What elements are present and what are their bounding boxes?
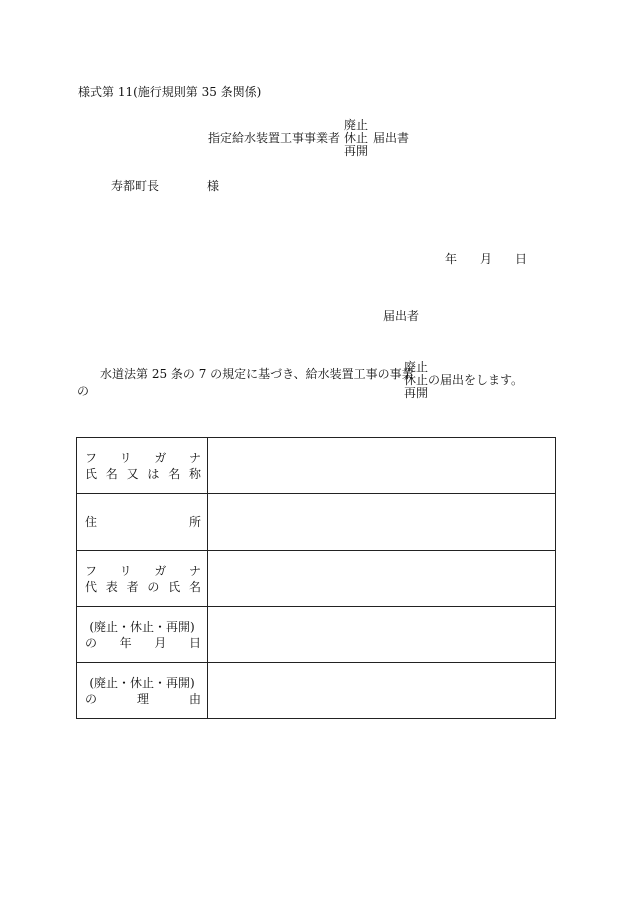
furigana-label: フ リ ガ ナ bbox=[85, 563, 201, 578]
table-row bbox=[77, 607, 556, 663]
status-options-label: (廃止・休止・再開) bbox=[89, 675, 195, 690]
body-options bbox=[404, 361, 523, 400]
table-row bbox=[77, 551, 556, 607]
value-cell-reason[interactable] bbox=[208, 663, 556, 719]
title-option-haishi: 廃止 bbox=[344, 118, 369, 132]
table-row bbox=[77, 663, 556, 719]
value-cell-name[interactable] bbox=[208, 438, 556, 494]
value-cell-representative[interactable] bbox=[208, 551, 556, 607]
label-cell-representative bbox=[77, 551, 208, 607]
notification-table bbox=[76, 437, 556, 719]
value-cell-address[interactable] bbox=[208, 494, 556, 551]
name-label: 氏 名 又 は 名 称 bbox=[85, 466, 201, 481]
title-options bbox=[344, 119, 368, 158]
addressee-name: 寿都町長 bbox=[111, 179, 160, 193]
date-year: 年 bbox=[445, 252, 458, 266]
title-prefix: 指定給水装置工事事業者 bbox=[208, 131, 341, 145]
reason-label: の 理 由 bbox=[85, 691, 201, 706]
addressee-honorific: 様 bbox=[207, 179, 220, 193]
address-label: 住 所 bbox=[85, 515, 201, 529]
date-label: の 年 月 日 bbox=[85, 635, 201, 650]
form-number: 様式第 11(施行規則第 35 条関係) bbox=[78, 85, 262, 99]
body-text-before: 水道法第 25 条の 7 の規定に基づき、給水装置工事の事業 bbox=[100, 367, 414, 381]
label-cell-address bbox=[77, 494, 208, 551]
table-row bbox=[77, 438, 556, 494]
table-row bbox=[77, 494, 556, 551]
date-day: 日 bbox=[515, 252, 528, 266]
body-option-saikai: 再開 bbox=[404, 386, 429, 400]
label-cell-date bbox=[77, 607, 208, 663]
representative-label: 代 表 者 の 氏 名 bbox=[85, 579, 201, 594]
notifier-label: 届出者 bbox=[383, 309, 420, 323]
title-suffix: 届出書 bbox=[373, 131, 410, 145]
body-option-kyushi: 休止の届出をします。 bbox=[404, 373, 524, 387]
label-cell-name bbox=[77, 438, 208, 494]
date-month: 月 bbox=[480, 252, 493, 266]
label-cell-reason bbox=[77, 663, 208, 719]
status-options-label: (廃止・休止・再開) bbox=[89, 619, 195, 634]
furigana-label: フ リ ガ ナ bbox=[85, 450, 201, 465]
value-cell-date[interactable] bbox=[208, 607, 556, 663]
body-option-haishi: 廃止 bbox=[404, 360, 429, 374]
title-option-kyushi: 休止 bbox=[344, 131, 369, 145]
body-text-wrap: の bbox=[77, 384, 90, 398]
title-option-saikai: 再開 bbox=[344, 144, 369, 158]
